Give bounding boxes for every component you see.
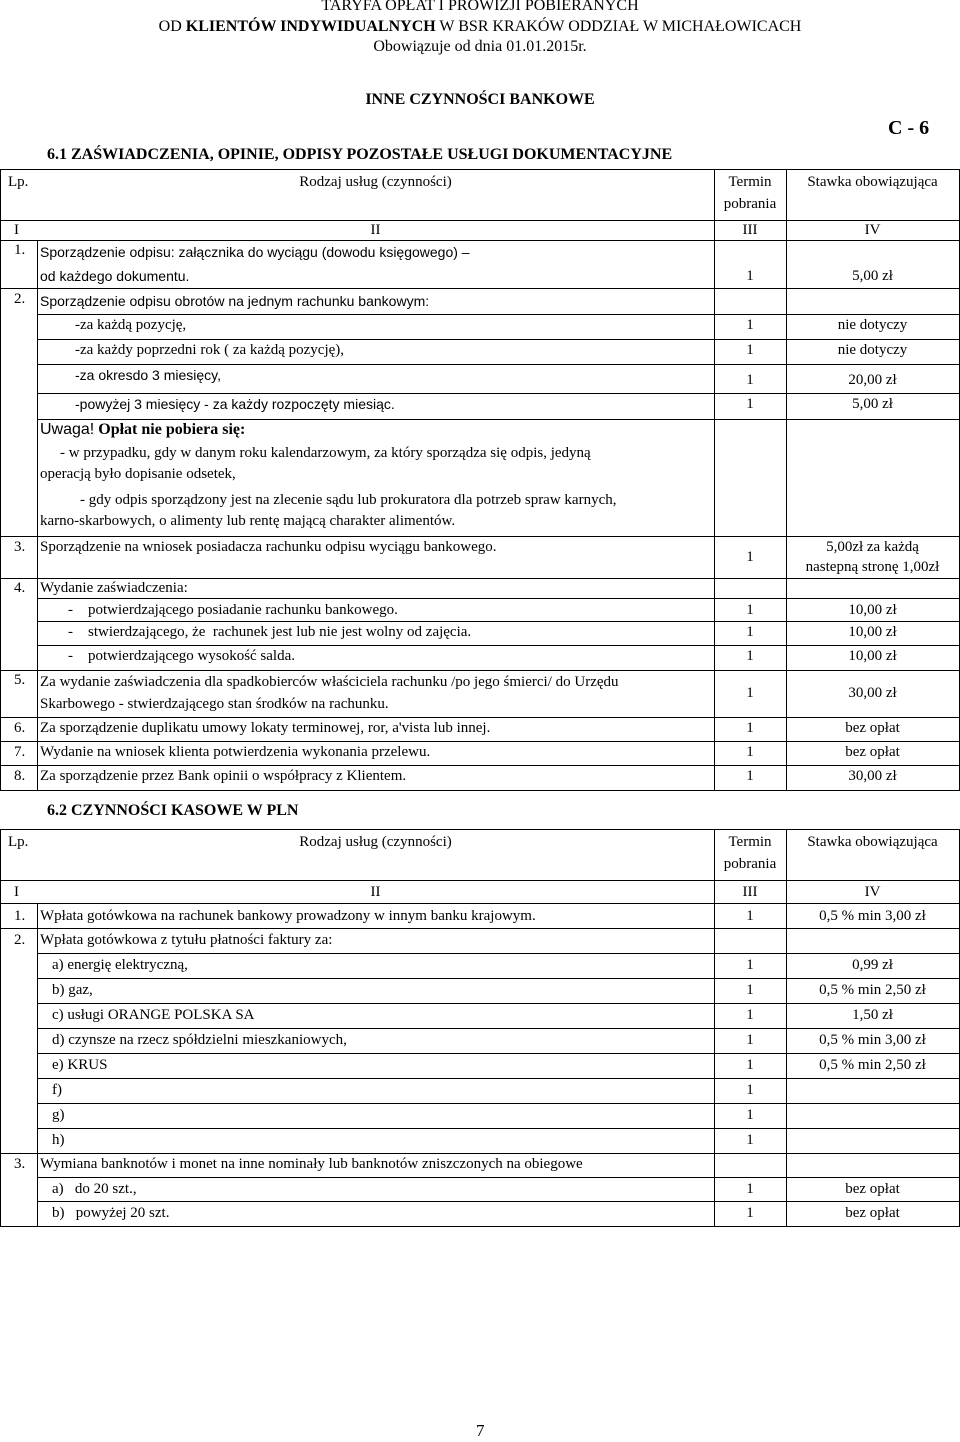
subrow-label: -powyżej 3 miesięcy - za każdy rozpoczęty miesiąc. — [75, 396, 395, 412]
row-number: 7. — [14, 744, 26, 760]
column-header-service: Rodzaj usług (czynności) — [299, 834, 452, 850]
table1-border-bottom — [0, 790, 960, 791]
table2-subrow-divider — [37, 1028, 960, 1029]
table1-numbering-divider — [0, 240, 960, 241]
row-rate: bez opłat — [845, 744, 900, 760]
table2-subrow-divider — [37, 1103, 960, 1104]
table1-subrow-divider — [37, 645, 960, 646]
subrow-term: 1 — [746, 396, 754, 412]
row-description: Sporządzenie odpisu obrotów na jednym rachunku bankowym: — [40, 293, 430, 309]
row-term: 1 — [746, 268, 754, 284]
column-number-i: I — [14, 884, 19, 900]
subrow-rate: nie dotyczy — [837, 317, 908, 333]
table1-row-divider — [0, 578, 960, 579]
subrow-label: - potwierdzającego posiadanie rachunku bankowego. — [68, 602, 398, 618]
row-term: 1 — [746, 549, 754, 565]
invoice-item-label: b) gaz, — [52, 982, 93, 998]
table2-subrow-divider — [37, 1128, 960, 1129]
invoice-item-label: e) KRUS — [52, 1057, 108, 1073]
column-header-term-2: pobrania — [723, 856, 777, 872]
row-description-cont: od każdego dokumentu. — [40, 268, 190, 284]
table1-row-divider — [0, 670, 960, 671]
row-description: Wpłata gotówkowa z tytułu płatności faktury za: — [40, 932, 333, 948]
subrow-label: -za okresdo 3 miesięcy, — [75, 367, 222, 383]
table1-subrow-divider — [37, 621, 960, 622]
row-term: 1 — [746, 908, 754, 924]
row-rate: 30,00 zł — [848, 685, 897, 701]
subrow-label: -za każdy poprzedni rok ( za każdą pozycję), — [75, 342, 345, 358]
table1-border-top — [0, 169, 960, 170]
row-description: Wymiana banknotów i monet na inne nominały lub banknotów zniszczonych na obiegowe — [40, 1156, 583, 1172]
subrow-term: 1 — [746, 372, 754, 388]
invoice-item-label: c) usługi ORANGE POLSKA SA — [52, 1007, 255, 1023]
row-description: Wydanie na wniosek klienta potwierdzenia wykonania przelewu. — [40, 744, 431, 760]
row-number: 2. — [14, 932, 26, 948]
column-number-ii: II — [370, 222, 381, 238]
column-header-term: Termin — [728, 174, 772, 190]
row-description: Sporządzenie na wniosek posiadacza rachunku odpisu wyciągu bankowego. — [40, 539, 497, 555]
invoice-item-term: 1 — [746, 1007, 754, 1023]
row-description: Wpłata gotówkowa na rachunek bankowy prowadzony w innym banku krajowym. — [40, 908, 536, 924]
row-description: Wydanie zaświadczenia: — [40, 580, 188, 596]
invoice-item-term: 1 — [746, 1082, 754, 1098]
table1-subrow-divider — [37, 393, 960, 394]
table1-row-divider — [0, 536, 960, 537]
invoice-item-term: 1 — [746, 1057, 754, 1073]
invoice-item-rate: 1,50 zł — [852, 1007, 893, 1023]
row-rate: 30,00 zł — [848, 768, 897, 784]
column-header-term: Termin — [728, 834, 772, 850]
subrow-rate: nie dotyczy — [837, 342, 908, 358]
row-description: Za wydanie zaświadczenia dla spadkobierców właściciela rachunku /po jego śmierci/ do Urzędu — [40, 674, 619, 690]
subrow-label: - potwierdzającego wysokość salda. — [68, 648, 296, 664]
tariff-title: TARYFA OPŁAT I PROWIZJI POBIERANYCH — [321, 0, 639, 14]
table1-subrow-divider — [37, 364, 960, 365]
column-header-lp: Lp. — [8, 834, 29, 850]
column-number-ii: II — [370, 884, 381, 900]
row-number: 5. — [14, 672, 26, 688]
invoice-item-label: h) — [52, 1132, 65, 1148]
table1-row-divider — [0, 717, 960, 718]
subrow-label: b) powyżej 20 szt. — [52, 1205, 170, 1221]
column-header-rate: Stawka obowiązująca — [807, 834, 938, 850]
subrow-rate: 5,00 zł — [852, 396, 893, 412]
invoice-item-term: 1 — [746, 1132, 754, 1148]
table2-numbering-divider — [0, 903, 960, 904]
row-term: 1 — [746, 768, 754, 784]
invoice-item-label: f) — [52, 1082, 62, 1098]
table1-column-divider — [37, 240, 38, 790]
table2-subrow-divider — [37, 1053, 960, 1054]
invoice-item-rate: 0,99 zł — [852, 957, 893, 973]
invoice-item-label: a) energię elektryczną, — [52, 957, 188, 973]
row-rate: 5,00 zł — [852, 268, 893, 284]
table2-column-divider — [37, 903, 38, 1226]
note-line: - gdy odpis sporządzony jest na zlecenie sądu lub prokuratora dla potrzeb spraw karnych, — [80, 492, 617, 508]
invoice-item-term: 1 — [746, 957, 754, 973]
table-code: C - 6 — [888, 117, 930, 139]
table2-subrow-divider — [37, 1201, 960, 1202]
subrow-term: 1 — [746, 1181, 754, 1197]
subrow-term: 1 — [746, 602, 754, 618]
row-term: 1 — [746, 720, 754, 736]
row-number: 8. — [14, 768, 26, 784]
note-line: operacją było dopisanie odsetek, — [40, 466, 236, 482]
subrow-label: -za każdą pozycję, — [75, 317, 187, 333]
table2-border-top — [0, 829, 960, 830]
column-number-iv: IV — [864, 222, 881, 238]
column-header-rate: Stawka obowiązująca — [807, 174, 938, 190]
section-title-6-2: 6.2 CZYNNOŚCI KASOWE W PLN — [47, 802, 299, 819]
subrow-rate: bez opłat — [845, 1205, 900, 1221]
column-header-service: Rodzaj usług (czynności) — [299, 174, 452, 190]
invoice-item-term: 1 — [746, 982, 754, 998]
table1-subrow-divider — [37, 314, 960, 315]
subrow-rate: 10,00 zł — [848, 648, 897, 664]
table2-subrow-divider — [37, 1003, 960, 1004]
section-heading: INNE CZYNNOŚCI BANKOWE — [365, 91, 595, 108]
column-number-iii: III — [742, 222, 758, 238]
table1-row-divider — [0, 741, 960, 742]
invoice-item-rate: 0,5 % min 2,50 zł — [819, 982, 926, 998]
subrow-term: 1 — [746, 342, 754, 358]
subrow-rate: 20,00 zł — [848, 372, 897, 388]
note-heading: Uwaga! Opłat nie pobiera się: — [40, 421, 246, 438]
table1-header-divider — [0, 220, 960, 221]
table2-subrow-divider — [37, 1177, 960, 1178]
row-rate-cont: nastepną stronę 1,00zł — [805, 559, 940, 575]
column-number-iv: IV — [864, 884, 881, 900]
row-description: Za sporządzenie przez Bank opinii o współpracy z Klientem. — [40, 768, 407, 784]
row-rate: bez opłat — [845, 720, 900, 736]
row-term: 1 — [746, 744, 754, 760]
note-line: karno-skarbowych, o alimenty lub rentę mającą charakter alimentów. — [40, 513, 456, 529]
table1-subrow-divider — [37, 419, 960, 420]
table2-subrow-divider — [37, 953, 960, 954]
note-line: - w przypadku, gdy w danym roku kalendarzowym, za który sporządza się odpis, jedyną — [60, 445, 591, 461]
row-number: 3. — [14, 539, 26, 555]
invoice-item-term: 1 — [746, 1107, 754, 1123]
tariff-subtitle: OD KLIENTÓW INDYWIDUALNYCH W BSR KRAKÓW ODDZIAŁ W MICHAŁOWICACH — [158, 18, 802, 35]
column-number-iii: III — [742, 884, 758, 900]
table1-subrow-divider — [37, 598, 960, 599]
row-number: 1. — [14, 908, 26, 924]
row-number: 6. — [14, 720, 26, 736]
row-description-cont: Skarbowego - stwierdzającego stan środków na rachunku. — [40, 696, 389, 712]
table2-subrow-divider — [37, 978, 960, 979]
row-description: Za sporządzenie duplikatu umowy lokaty terminowej, ror, a'vista lub innej. — [40, 720, 491, 736]
subrow-term: 1 — [746, 648, 754, 664]
column-header-term-2: pobrania — [723, 196, 777, 212]
subrow-rate: 10,00 zł — [848, 602, 897, 618]
row-term: 1 — [746, 685, 754, 701]
row-number: 3. — [14, 1156, 26, 1172]
invoice-item-rate: 0,5 % min 3,00 zł — [819, 1032, 926, 1048]
subrow-term: 1 — [746, 317, 754, 333]
column-header-lp: Lp. — [8, 174, 29, 190]
table1-row-divider — [0, 288, 960, 289]
table2-row-divider — [0, 928, 960, 929]
table2-header-divider — [0, 880, 960, 881]
subrow-label: - stwierdzającego, że rachunek jest lub nie jest wolny od zajęcia. — [68, 624, 472, 640]
table1-row-divider — [0, 765, 960, 766]
subrow-term: 1 — [746, 1205, 754, 1221]
table2-border-left — [0, 829, 1, 1226]
subrow-term: 1 — [746, 624, 754, 640]
column-number-i: I — [14, 222, 19, 238]
invoice-item-label: g) — [52, 1107, 65, 1123]
effective-date: Obowiązuje od dnia 01.01.2015r. — [373, 38, 587, 55]
page-number: 7 — [476, 1421, 485, 1440]
subrow-rate: 10,00 zł — [848, 624, 897, 640]
invoice-item-label: d) czynsze na rzecz spółdzielni mieszkaniowych, — [52, 1032, 347, 1048]
row-description: Sporządzenie odpisu: załącznika do wyciągu (dowodu księgowego) – — [40, 244, 470, 260]
invoice-item-term: 1 — [746, 1032, 754, 1048]
row-number: 2. — [14, 291, 26, 307]
invoice-item-rate: 0,5 % min 2,50 zł — [819, 1057, 926, 1073]
row-rate: 5,00zł za każdą — [826, 539, 919, 555]
table2-border-bottom — [0, 1226, 960, 1227]
row-number: 4. — [14, 580, 26, 596]
subrow-rate: bez opłat — [845, 1181, 900, 1197]
table2-subrow-divider — [37, 1078, 960, 1079]
section-title-6-1: 6.1 ZAŚWIADCZENIA, OPINIE, ODPISY POZOSTAŁE USŁUGI DOKUMENTACYJNE — [47, 146, 673, 163]
row-rate: 0,5 % min 3,00 zł — [819, 908, 926, 924]
table2-row-divider — [0, 1153, 960, 1154]
table1-subrow-divider — [37, 339, 960, 340]
subrow-label: a) do 20 szt., — [52, 1181, 137, 1197]
table1-border-left — [0, 169, 1, 790]
row-number: 1. — [14, 242, 26, 258]
